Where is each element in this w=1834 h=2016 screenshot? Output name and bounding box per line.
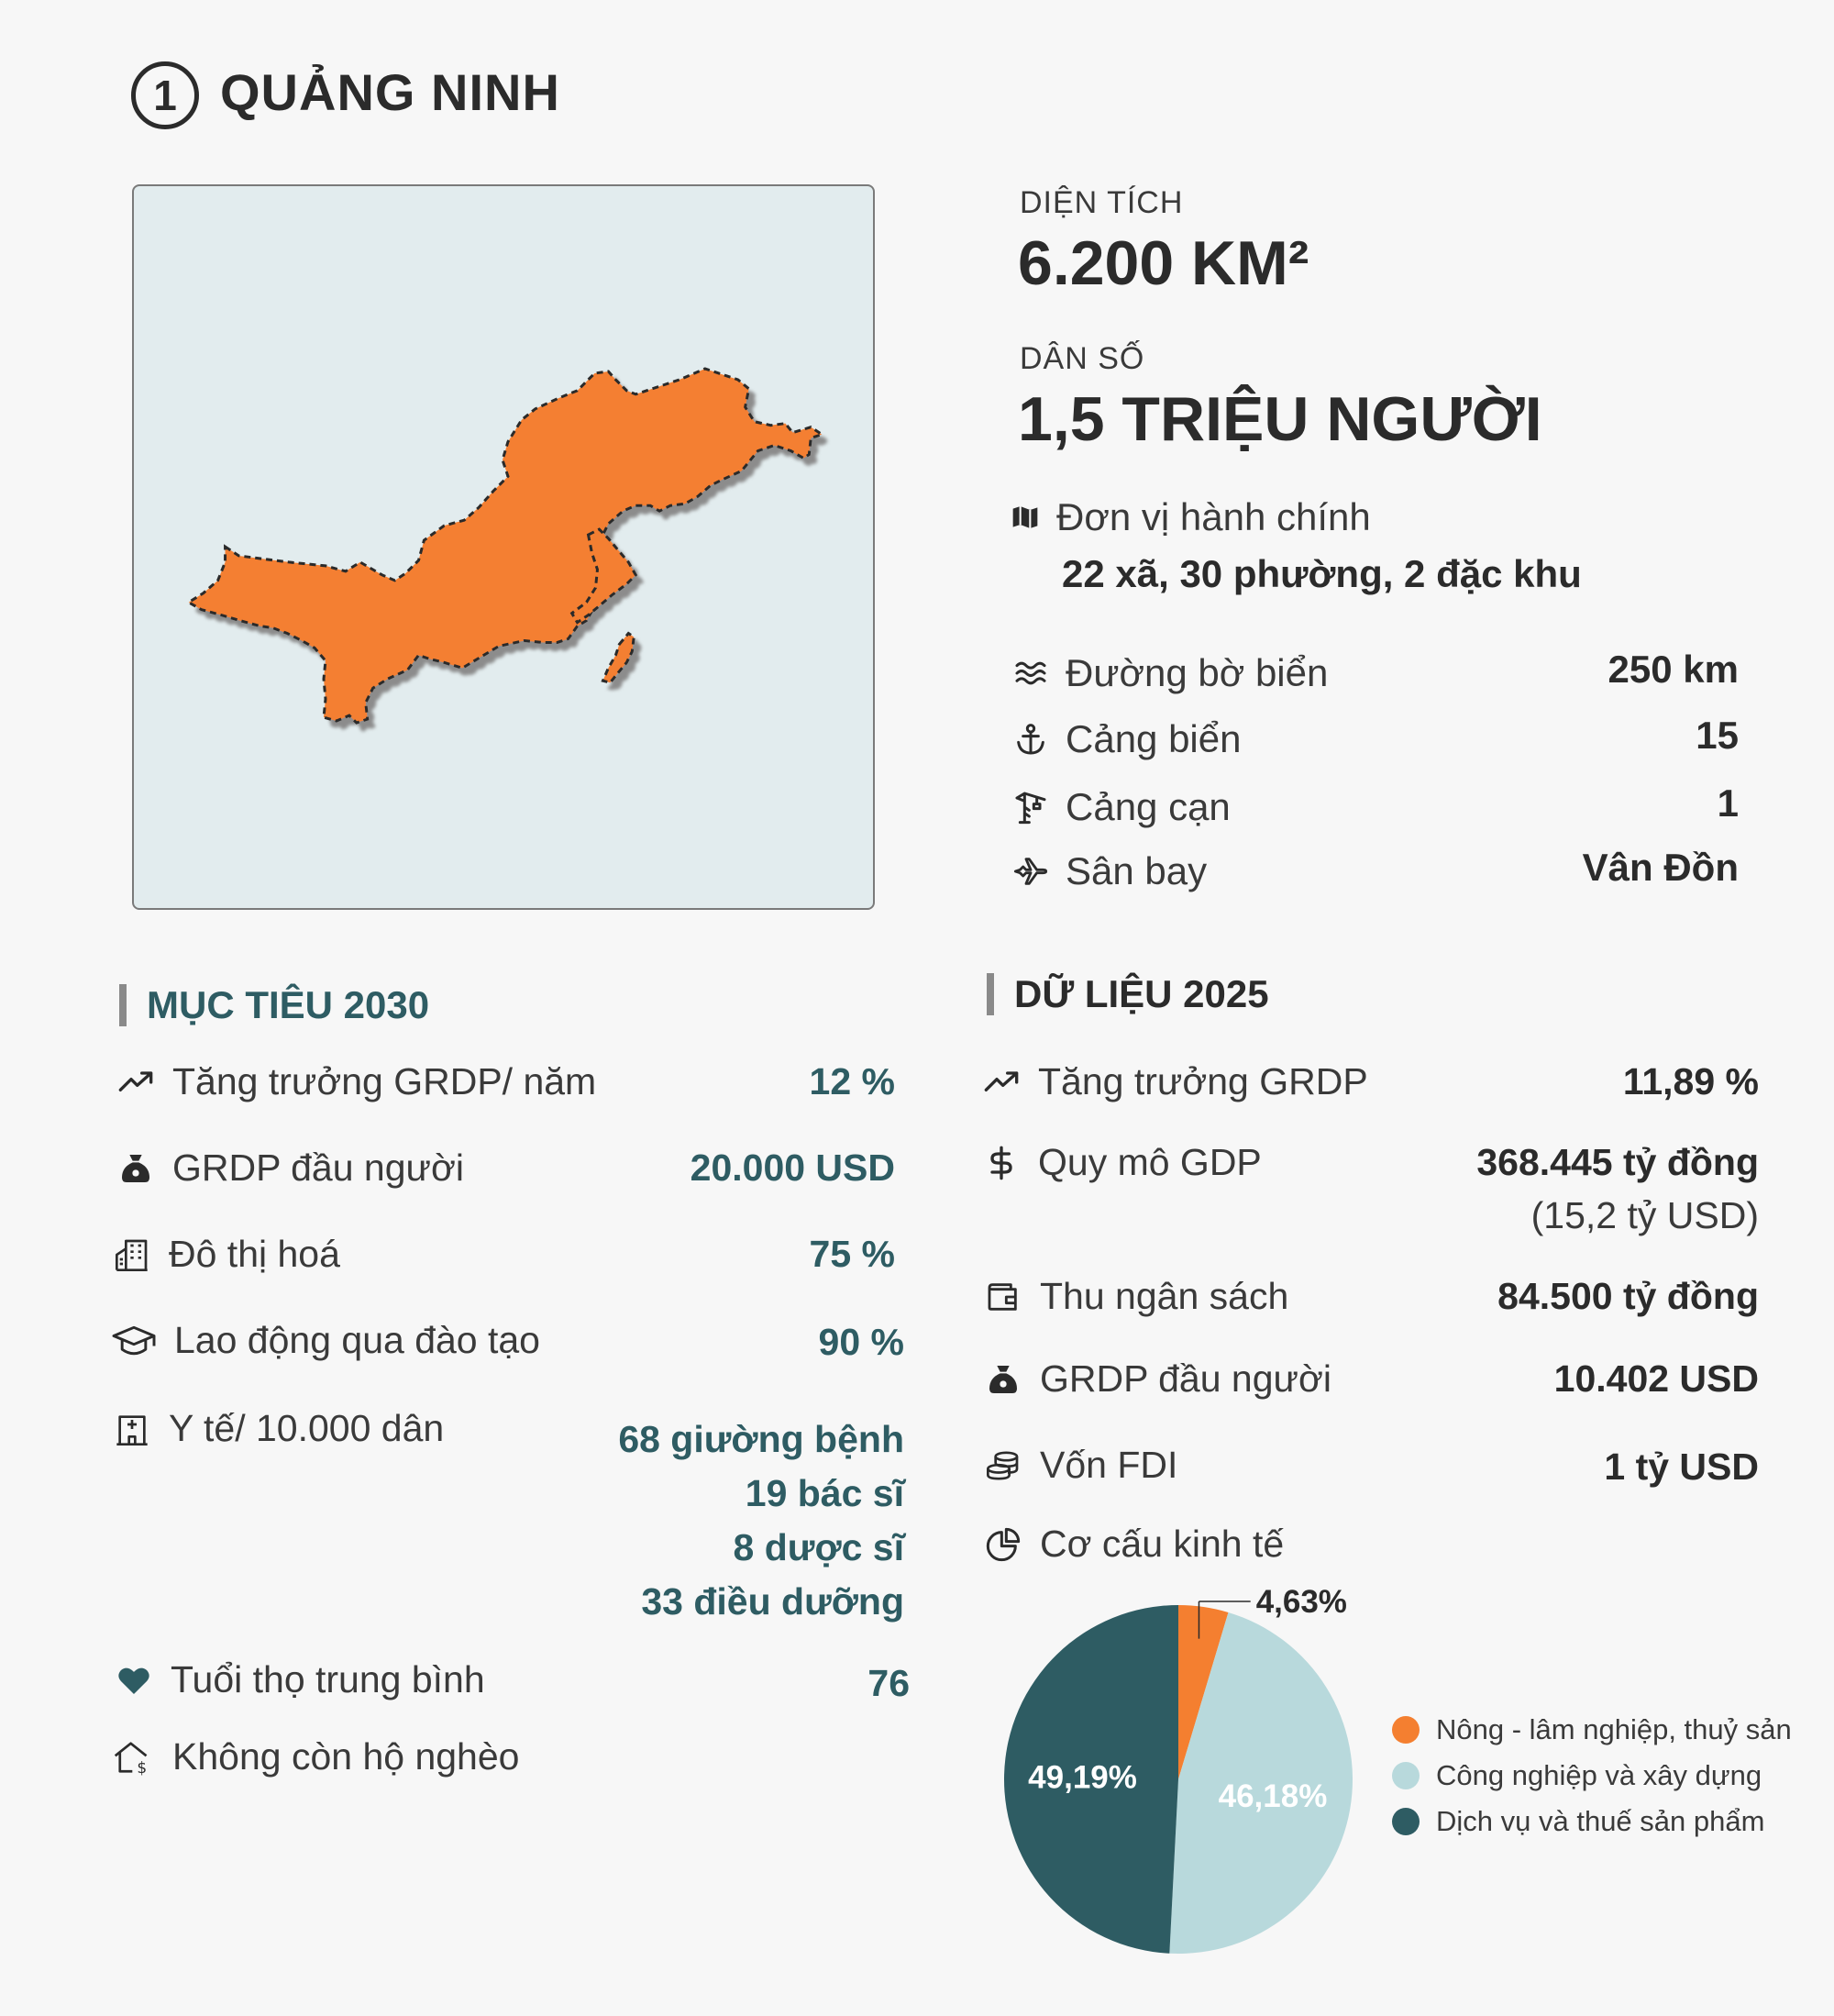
hospital-icon <box>114 1411 150 1447</box>
pie-slice-label: 46,18% <box>1218 1778 1328 1814</box>
plane-icon <box>1012 853 1049 890</box>
page-title: QUẢNG NINH <box>220 63 560 121</box>
healthcare-doctors: 19 bác sĩ <box>745 1472 904 1514</box>
anchor-icon <box>1012 721 1049 758</box>
data-fdi-value: 1 tỷ USD <box>1604 1446 1759 1488</box>
section-bar <box>119 984 127 1026</box>
seaport-row <box>1012 717 1241 761</box>
graduation-cap-icon <box>112 1321 156 1361</box>
map-icon <box>1011 503 1040 532</box>
section-bar <box>987 973 994 1015</box>
goals-title: MỤC TIÊU 2030 <box>147 983 430 1026</box>
dollar-icon <box>983 1145 1020 1181</box>
coastline-value: 250 km <box>1608 648 1739 691</box>
legend-label: Công nghiệp và xây dựng <box>1436 1759 1762 1791</box>
area-value: 6.200 KM² <box>1018 228 1309 298</box>
pie-icon <box>985 1526 1022 1563</box>
data-budget-label: Thu ngân sách <box>1040 1275 1289 1317</box>
legend-dot <box>1392 1762 1420 1789</box>
goal-urbanization-label: Đô thị hoá <box>169 1233 340 1275</box>
population-value: 1,5 TRIỆU NGƯỜI <box>1018 384 1542 454</box>
heart-icon <box>116 1662 152 1699</box>
seaport-value: 15 <box>1696 714 1739 757</box>
goal-trained-labor-label: Lao động qua đào tạo <box>174 1319 540 1361</box>
airport-row <box>1012 849 1207 893</box>
svg-text:$: $ <box>137 1757 148 1777</box>
legend-label: Dịch vụ và thuế sản phẩm <box>1436 1805 1765 1837</box>
province-map-svg <box>134 186 873 908</box>
trend-up-icon <box>983 1064 1020 1101</box>
admin-units-value: 22 xã, 30 phường, 2 đặc khu <box>1062 552 1582 595</box>
house-dollar-icon <box>114 1737 154 1778</box>
coastline-row <box>1012 651 1328 695</box>
goal-row-trained-labor <box>112 1319 540 1362</box>
waves-icon <box>1012 655 1049 692</box>
section-number-badge <box>131 61 199 129</box>
money-bag-icon <box>117 1150 154 1187</box>
data-grdp-label: GRDP đầu người <box>1040 1357 1331 1400</box>
goal-life-expectancy-value: 76 <box>867 1662 910 1704</box>
data-grdp-value: 10.402 USD <box>1553 1357 1759 1400</box>
goal-trained-labor-value: 90 % <box>818 1321 904 1363</box>
goal-row-growth <box>117 1060 596 1103</box>
data-row-budget <box>985 1275 1288 1318</box>
dry-port-label: Cảng cạn <box>1066 785 1231 828</box>
data-row-fdi <box>985 1444 1177 1487</box>
airport-label: Sân bay <box>1066 849 1208 892</box>
goal-row-healthcare <box>114 1407 444 1450</box>
goal-urbanization-value: 75 % <box>809 1233 895 1275</box>
goal-life-expectancy-label: Tuổi thọ trung bình <box>171 1658 485 1700</box>
money-bag-icon <box>985 1361 1022 1398</box>
data-row-grdp-per-capita <box>985 1357 1331 1401</box>
data-gdp-scale-usd: (15,2 tỷ USD) <box>1530 1194 1759 1236</box>
province-shape <box>189 369 822 723</box>
legend-label: Nông - lâm nghiệp, thuỷ sản <box>1436 1713 1792 1745</box>
dry-port-row <box>1012 785 1231 829</box>
data-growth-label: Tăng trưởng GRDP <box>1038 1060 1368 1102</box>
pie-legend <box>1392 1713 1792 1838</box>
airport-value: Vân Đồn <box>1582 846 1739 889</box>
data-growth-value: 11,89 % <box>1622 1060 1759 1102</box>
goal-row-grdp-per-capita <box>117 1146 464 1190</box>
goal-row-no-poverty <box>114 1735 519 1778</box>
data-budget-value: 84.500 tỷ đồng <box>1497 1275 1759 1317</box>
wallet-icon <box>985 1279 1022 1315</box>
healthcare-nurses: 33 điều dưỡng <box>641 1580 904 1623</box>
data-structure-label: Cơ cấu kinh tế <box>1040 1523 1285 1565</box>
data-row-growth <box>983 1060 1368 1103</box>
pie-slice-label: 4,63% <box>1255 1584 1347 1620</box>
data2025-title: DỮ LIỆU 2025 <box>1014 972 1269 1015</box>
crane-icon <box>1012 789 1049 825</box>
trend-up-icon <box>117 1064 154 1101</box>
legend-item <box>1392 1805 1792 1838</box>
goal-healthcare-label: Y tế/ 10.000 dân <box>169 1407 445 1449</box>
healthcare-beds: 68 giường bệnh <box>618 1418 904 1460</box>
area-label: DIỆN TÍCH <box>1020 185 1184 220</box>
data-gdp-scale-label: Quy mô GDP <box>1038 1141 1262 1183</box>
data-row-gdp-scale <box>983 1141 1262 1184</box>
data-gdp-scale-value: 368.445 tỷ đồng <box>1476 1141 1759 1183</box>
economic-structure-pie-chart <box>990 1578 1412 1963</box>
dry-port-value: 1 <box>1717 781 1739 825</box>
goal-grdp-value: 20.000 USD <box>690 1146 895 1189</box>
section-number: 1 <box>153 72 177 119</box>
data2025-section-header <box>987 972 1269 1016</box>
coins-icon <box>985 1447 1022 1484</box>
legend-dot <box>1392 1808 1420 1835</box>
legend-dot <box>1392 1716 1420 1744</box>
goal-growth-label: Tăng trưởng GRDP/ năm <box>172 1060 597 1102</box>
admin-units-label: Đơn vị hành chính <box>1056 495 1371 538</box>
data-row-economic-structure <box>985 1523 1284 1566</box>
seaport-label: Cảng biển <box>1066 717 1242 760</box>
admin-units-row <box>1011 495 1371 539</box>
legend-item <box>1392 1713 1792 1746</box>
healthcare-pharmacists: 8 dược sĩ <box>733 1526 904 1568</box>
coastline-label: Đường bờ biển <box>1066 651 1329 694</box>
buildings-icon <box>114 1236 150 1273</box>
goals-section-header <box>119 983 429 1027</box>
goal-row-life-expectancy <box>116 1658 485 1701</box>
province-map <box>132 184 875 910</box>
goal-healthcare-values <box>618 1412 904 1629</box>
goal-no-poverty-label: Không còn hộ nghèo <box>172 1735 520 1778</box>
legend-item <box>1392 1759 1792 1792</box>
population-label: DÂN SỐ <box>1020 341 1145 376</box>
data-fdi-label: Vốn FDI <box>1040 1444 1178 1486</box>
pie-slice-label: 49,19% <box>1028 1759 1137 1796</box>
goal-growth-value: 12 % <box>809 1060 895 1102</box>
goal-row-urbanization <box>114 1233 340 1276</box>
goal-grdp-label: GRDP đầu người <box>172 1146 464 1189</box>
